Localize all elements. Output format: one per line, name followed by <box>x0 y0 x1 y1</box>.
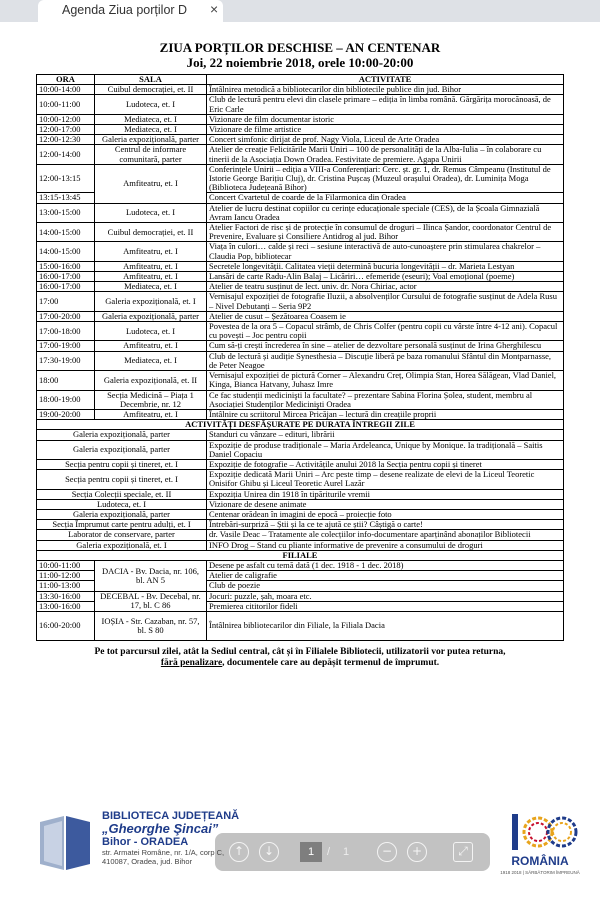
cell-activitate: Concert Cvartetul de coarde de la Filarmonica din Oradea <box>207 193 564 203</box>
cell-activitate: Conferințele Unirii – ediția a VIII-a Conferențiari: Cerc. șt. gr. 1, dr. Remus Câmpeanu (Institutul de Istorie George Barițiu Cluj), dr. Cristina Pușcaș (Muzeul orașului Oradea), dr. Luminița Moga (Biblioteca Județeană Bihor) <box>207 164 564 193</box>
cell-sala: Amfiteatru, et. I <box>95 242 207 261</box>
page-number-input[interactable]: 1 <box>300 842 322 862</box>
cell-sala: Centrul de informare comunitară, parter <box>95 145 207 164</box>
cell-sala: Galeria expozițională, et. II <box>95 371 207 390</box>
footer-rest: , documentele care au depășit termenul de împrumut. <box>222 657 440 668</box>
cell-ora: 18:00-19:00 <box>37 390 95 409</box>
tab-title: Agenda Ziua porților D <box>62 3 188 17</box>
cell-ora: 10:00-12:00 <box>37 114 95 124</box>
cell-ora: 11:00-13:00 <box>37 581 95 591</box>
page-total: 1 <box>343 846 350 858</box>
fit-page-icon: ⤢ <box>458 844 468 858</box>
plus-icon: + <box>411 844 423 858</box>
cell-sala: Secția pentru copii și tineret, et. I <box>37 470 207 489</box>
footer-line-2 <box>36 658 564 669</box>
table-row <box>37 440 564 459</box>
library-name: BIBLIOTECA JUDEȚEANĂ <box>102 810 240 822</box>
cell-ora: 10:00-14:00 <box>37 85 95 95</box>
cell-activitate: Întâlnirea metodică a bibliotecarilor din bibliotecile publice din jud. Bihor <box>207 85 564 95</box>
table-row <box>37 520 564 530</box>
cell-sala: Cuibul democrației, et. II <box>95 223 207 242</box>
cell-activitate: Vizionare de desene animate <box>207 499 564 509</box>
table-row <box>37 272 564 282</box>
column-header-ora: ORA <box>37 75 95 85</box>
cell-ora: 11:00-12:00 <box>37 571 95 581</box>
table-row <box>37 95 564 114</box>
table-row <box>37 164 564 193</box>
cell-ora: 13:00-15:00 <box>37 203 95 222</box>
table-row <box>37 459 564 469</box>
cell-activitate: Club de poezie <box>207 581 564 591</box>
table-row <box>37 145 564 164</box>
page-subtitle: Joi, 22 noiembrie 2018, orele 10:00-20:00 <box>186 55 414 70</box>
browser-tabbar <box>0 0 600 22</box>
cell-activitate: Întrebări-surpriză – Știi și la ce te ajută ce știi? Câștigă o carte! <box>207 520 564 530</box>
cell-sala: Ludoteca, et. I <box>95 322 207 341</box>
cell-activitate: Expoziție dedicată Marii Uniri – Arc peste timp – desene realizate de elevi de la Liceul Teoretic Onisifor Ghibu și Liceul Teoretic Aurel Lazăr <box>207 470 564 489</box>
table-row <box>37 351 564 370</box>
centenar-word: ROMÂNIA <box>511 854 569 868</box>
table-row <box>37 560 564 570</box>
cell-sala: Amfiteatru, et. I <box>95 261 207 271</box>
cell-sala: Galeria expozițională, parter <box>95 135 207 145</box>
cell-activitate: Concert simfonic dirijat de prof. Nagy Viola, Liceul de Arte Oradea <box>207 135 564 145</box>
cell-activitate: Club de lectură pentru elevi din clasele primare – ediția în limba română. Gărgărița morocănoasă, de Eric Carle <box>207 95 564 114</box>
cell-ora: 18:00 <box>37 371 95 390</box>
cell-activitate: Atelier de cusut – Șezătoarea Coasem ie <box>207 311 564 321</box>
section-row <box>37 420 564 430</box>
table-row <box>37 509 564 519</box>
library-address-2: 410087, Oradea, jud. Bihor <box>102 857 193 866</box>
table-row <box>37 125 564 135</box>
cell-sala: Amfiteatru, et. I <box>95 341 207 351</box>
arrow-up-icon: ↑ <box>233 844 245 858</box>
cell-sala: Galeria expozițională, parter <box>37 509 207 519</box>
table-row <box>37 203 564 222</box>
cell-branch-name: DECEBAL - Bv. Decebal, nr. 17, bl. C 86 <box>95 591 207 611</box>
cell-ora: 12:00-13:15 <box>37 164 95 193</box>
cell-ora: 15:00-16:00 <box>37 261 95 271</box>
cell-activitate: Vernisajul expoziției de fotografie Iluzii, a absolvenților Cursului de fotografie susținut de Adela Rusu – Nivel Debutanți – Seria 9P2 <box>207 292 564 311</box>
cell-ora: 12:00-17:00 <box>37 125 95 135</box>
cell-activitate: dr. Vasile Deac – Tratamente ale colecțiilor info-documentare aparținând abonaților Bibliotecii <box>207 530 564 540</box>
cell-ora: 19:00-20:00 <box>37 409 95 419</box>
cell-ora: 13:15-13:45 <box>37 193 95 203</box>
cell-activitate: Expoziție de fotografie – Activitățile anului 2018 la Secția pentru copii și tineret <box>207 459 564 469</box>
table-row <box>37 540 564 550</box>
cell-activitate: Standuri cu vânzare – edituri, librării <box>207 430 564 440</box>
library-book-icon <box>36 812 94 874</box>
section-title-branches: FILIALE <box>37 550 564 560</box>
table-row <box>37 135 564 145</box>
cell-sala: Galeria expozițională, parter <box>95 311 207 321</box>
cell-sala: Ludoteca, et. I <box>37 499 207 509</box>
table-row <box>37 499 564 509</box>
centenar-logo <box>500 810 580 880</box>
cell-ora: 17:00-19:00 <box>37 341 95 351</box>
cell-activitate: Secretele longevității. Calitatea vieții determină bucuria longevității – dr. Marieta Lestyan <box>207 261 564 271</box>
cell-sala: Secția Împrumut carte pentru adulți, et. I <box>37 520 207 530</box>
library-patron: „Gheorghe Şincai” <box>102 821 219 836</box>
cell-activitate: Premierea cititorilor fideli <box>207 601 564 611</box>
cell-sala: Ludoteca, et. I <box>95 203 207 222</box>
page-separator: / <box>327 846 331 858</box>
arrow-down-icon: ↓ <box>263 844 275 858</box>
cell-ora: 10:00-11:00 <box>37 560 95 570</box>
cell-sala: Secția Medicină – Piața 1 Decembrie, nr. 12 <box>95 390 207 409</box>
cell-ora: 17:00 <box>37 292 95 311</box>
cell-activitate: Povestea de la ora 5 – Copacul strâmb, de Chris Colfer (pentru copii cu vârste între 4-12 ani). Copacul cu povești – Joc pentru copii <box>207 322 564 341</box>
cell-ora: 13:00-16:00 <box>37 601 95 611</box>
library-city: Bihor - ORADEA <box>102 836 189 848</box>
cell-activitate: Vizionare de film documentar istoric <box>207 114 564 124</box>
cell-sala: Ludoteca, et. I <box>95 95 207 114</box>
cell-ora: 10:00-11:00 <box>37 95 95 114</box>
table-row <box>37 114 564 124</box>
cell-sala: Mediateca, et. I <box>95 282 207 292</box>
cell-sala: Mediateca, et. I <box>95 114 207 124</box>
cell-branch-name: IOȘIA - Str. Cazaban, nr. 57, bl. S 80 <box>95 611 207 640</box>
page-title: ZIUA PORȚILOR DESCHISE – AN CENTENAR <box>159 40 441 55</box>
cell-activitate: Vernisajul expoziției de pictură Corner – Alexandru Creț, Olimpia Stan, Horea Sălăgean, Vlad Daniel, Kinga, Bianca Hatvany, Juhasz Imre <box>207 371 564 390</box>
pdf-viewer-toolbar <box>215 833 490 871</box>
cell-ora: 14:00-15:00 <box>37 223 95 242</box>
column-header-activitate: ACTIVITATE <box>207 75 564 85</box>
cell-ora: 17:00-18:00 <box>37 322 95 341</box>
cell-sala: Galeria expozițională, et. I <box>37 540 207 550</box>
footer-underlined: fără penalizare <box>160 657 223 668</box>
close-icon[interactable]: × <box>210 1 219 17</box>
section-row <box>37 550 564 560</box>
document-page <box>36 40 564 669</box>
cell-sala: Galeria expozițională, parter <box>37 430 207 440</box>
cell-branch-name: DACIA - Bv. Dacia, nr. 106, bl. AN 5 <box>95 560 207 591</box>
cell-sala: Galeria expozițională, parter <box>37 440 207 459</box>
schedule-table <box>36 74 564 641</box>
table-row <box>37 470 564 489</box>
cell-ora: 13:30-16:00 <box>37 591 95 601</box>
centenar-sub: 1918 2018 | SĂRBĂTORIM ÎMPREUNĂ <box>500 870 580 875</box>
table-row <box>37 341 564 351</box>
cell-ora: 14:00-15:00 <box>37 242 95 261</box>
table-row <box>37 311 564 321</box>
cell-activitate: Expoziția Unirea din 1918 în tipăriturile vremii <box>207 489 564 499</box>
table-row <box>37 261 564 271</box>
table-row <box>37 282 564 292</box>
cell-activitate: Ce fac studenții medicinişti la facultate? – prezentare Sabina Florina Șolea, student, membru al Asociației Studenților Medicinişti Oradea <box>207 390 564 409</box>
cell-sala: Mediateca, et. I <box>95 125 207 135</box>
cell-activitate: Expoziție de produse tradiționale – Maria Ardeleanca, Unique by Monique. Ia tradițională – Saitis Daniel Copaciu <box>207 440 564 459</box>
cell-activitate: Atelier de creație Felicitările Marii Uniri – 100 de personalități de la Alba-Iulia – în colaborare cu tinerii de la Asociația Down Oradea. Festivitate de premiere. Agapa Unirii <box>207 145 564 164</box>
cell-ora: 17:30-19:00 <box>37 351 95 370</box>
table-row <box>37 591 564 601</box>
cell-ora: 12:00-12:30 <box>37 135 95 145</box>
table-row <box>37 390 564 409</box>
cell-activitate: Desene pe asfalt cu temă dată (1 dec. 1918 - 1 dec. 2018) <box>207 560 564 570</box>
cell-ora: 17:00-20:00 <box>37 311 95 321</box>
cell-activitate: INFO Drog – Stand cu pliante informative de prevenire a consumului de droguri <box>207 540 564 550</box>
cell-activitate: Viața în culori… calde și reci – sesiune interactivă de auto-cunoaștere prin stimularea chakrelor – Claudia Pop, bibliotecar <box>207 242 564 261</box>
cell-activitate: Jocuri: puzzle, șah, moara etc. <box>207 591 564 601</box>
browser-tab[interactable] <box>38 0 223 22</box>
cell-sala: Secția Colecții speciale, et. II <box>37 489 207 499</box>
footer-note <box>36 647 564 669</box>
cell-activitate: Centenar orădean în imagini de epocă – proiecție foto <box>207 509 564 519</box>
cell-activitate: Cum să-ți crești încrederea în sine – atelier de dezvoltare personală susținut de Irina Gherghilescu <box>207 341 564 351</box>
cell-activitate: Club de lectură și audiție Synesthesia – Discuție liberă pe baza romanului Sfântul din Montparnasse, de Peter Neagoe <box>207 351 564 370</box>
cell-sala: Amfiteatru, et. I <box>95 409 207 419</box>
table-row <box>37 430 564 440</box>
cell-ora: 12:00-14:00 <box>37 145 95 164</box>
centenar-100-icon <box>500 810 580 854</box>
cell-activitate: Atelier de caligrafie <box>207 571 564 581</box>
table-row <box>37 489 564 499</box>
cell-activitate: Atelier de lucru destinat copiilor cu cerințe educaționale speciale (CES), de la Școala Gimnazială Avram Iancu Oradea <box>207 203 564 222</box>
section-title-all-day: ACTIVITĂȚI DESFĂȘURATE PE DURATA ÎNTREGII ZILE <box>37 420 564 430</box>
cell-activitate: Întâlnirea bibliotecarilor din Filiale, la Filiala Dacia <box>207 611 564 640</box>
cell-ora: 16:00-17:00 <box>37 282 95 292</box>
library-address-1: str. Armatei Române, nr. 1/A, corp C, <box>102 848 225 857</box>
cell-activitate: Atelier Factori de risc și de protecție în consumul de droguri – Ilinca Șandor, coordonator Centrul de Prevenire, Evaluare și Consiliere Antidrog al jud. Bihor <box>207 223 564 242</box>
table-row <box>37 223 564 242</box>
cell-activitate: Lansări de carte Radu-Alin Balaj – Licăriri… efemeride (eseuri); Voal emoțional (poeme) <box>207 272 564 282</box>
table-row <box>37 409 564 419</box>
cell-sala: Secția pentru copii și tineret, et. I <box>37 459 207 469</box>
cell-ora: 16:00-20:00 <box>37 611 95 640</box>
cell-sala: Cuibul democrației, et. II <box>95 85 207 95</box>
cell-activitate: Întâlnire cu scriitorul Mircea Pricăjan – lectură din creațiile proprii <box>207 409 564 419</box>
table-row <box>37 611 564 640</box>
cell-activitate: Atelier de teatru susținut de lect. univ. dr. Nora Chiriac, actor <box>207 282 564 292</box>
footer-line-1: Pe tot parcursul zilei, atât la Sediul central, cât și în Filialele Bibliotecii, utilizatorii vor putea returna, <box>94 646 506 657</box>
cell-activitate: Vizionare de filme artistice <box>207 125 564 135</box>
table-row <box>37 292 564 311</box>
cell-sala: Amfiteatru, et. I <box>95 164 207 203</box>
cell-sala: Laborator de conservare, parter <box>37 530 207 540</box>
cell-sala: Galeria expozițională, et. I <box>95 292 207 311</box>
table-row <box>37 371 564 390</box>
column-header-sala: SALA <box>95 75 207 85</box>
minus-icon: − <box>381 844 393 858</box>
table-row <box>37 85 564 95</box>
table-row <box>37 242 564 261</box>
cell-ora: 16:00-17:00 <box>37 272 95 282</box>
table-row <box>37 322 564 341</box>
table-row <box>37 530 564 540</box>
cell-sala: Mediateca, et. I <box>95 351 207 370</box>
cell-sala: Amfiteatru, et. I <box>95 272 207 282</box>
